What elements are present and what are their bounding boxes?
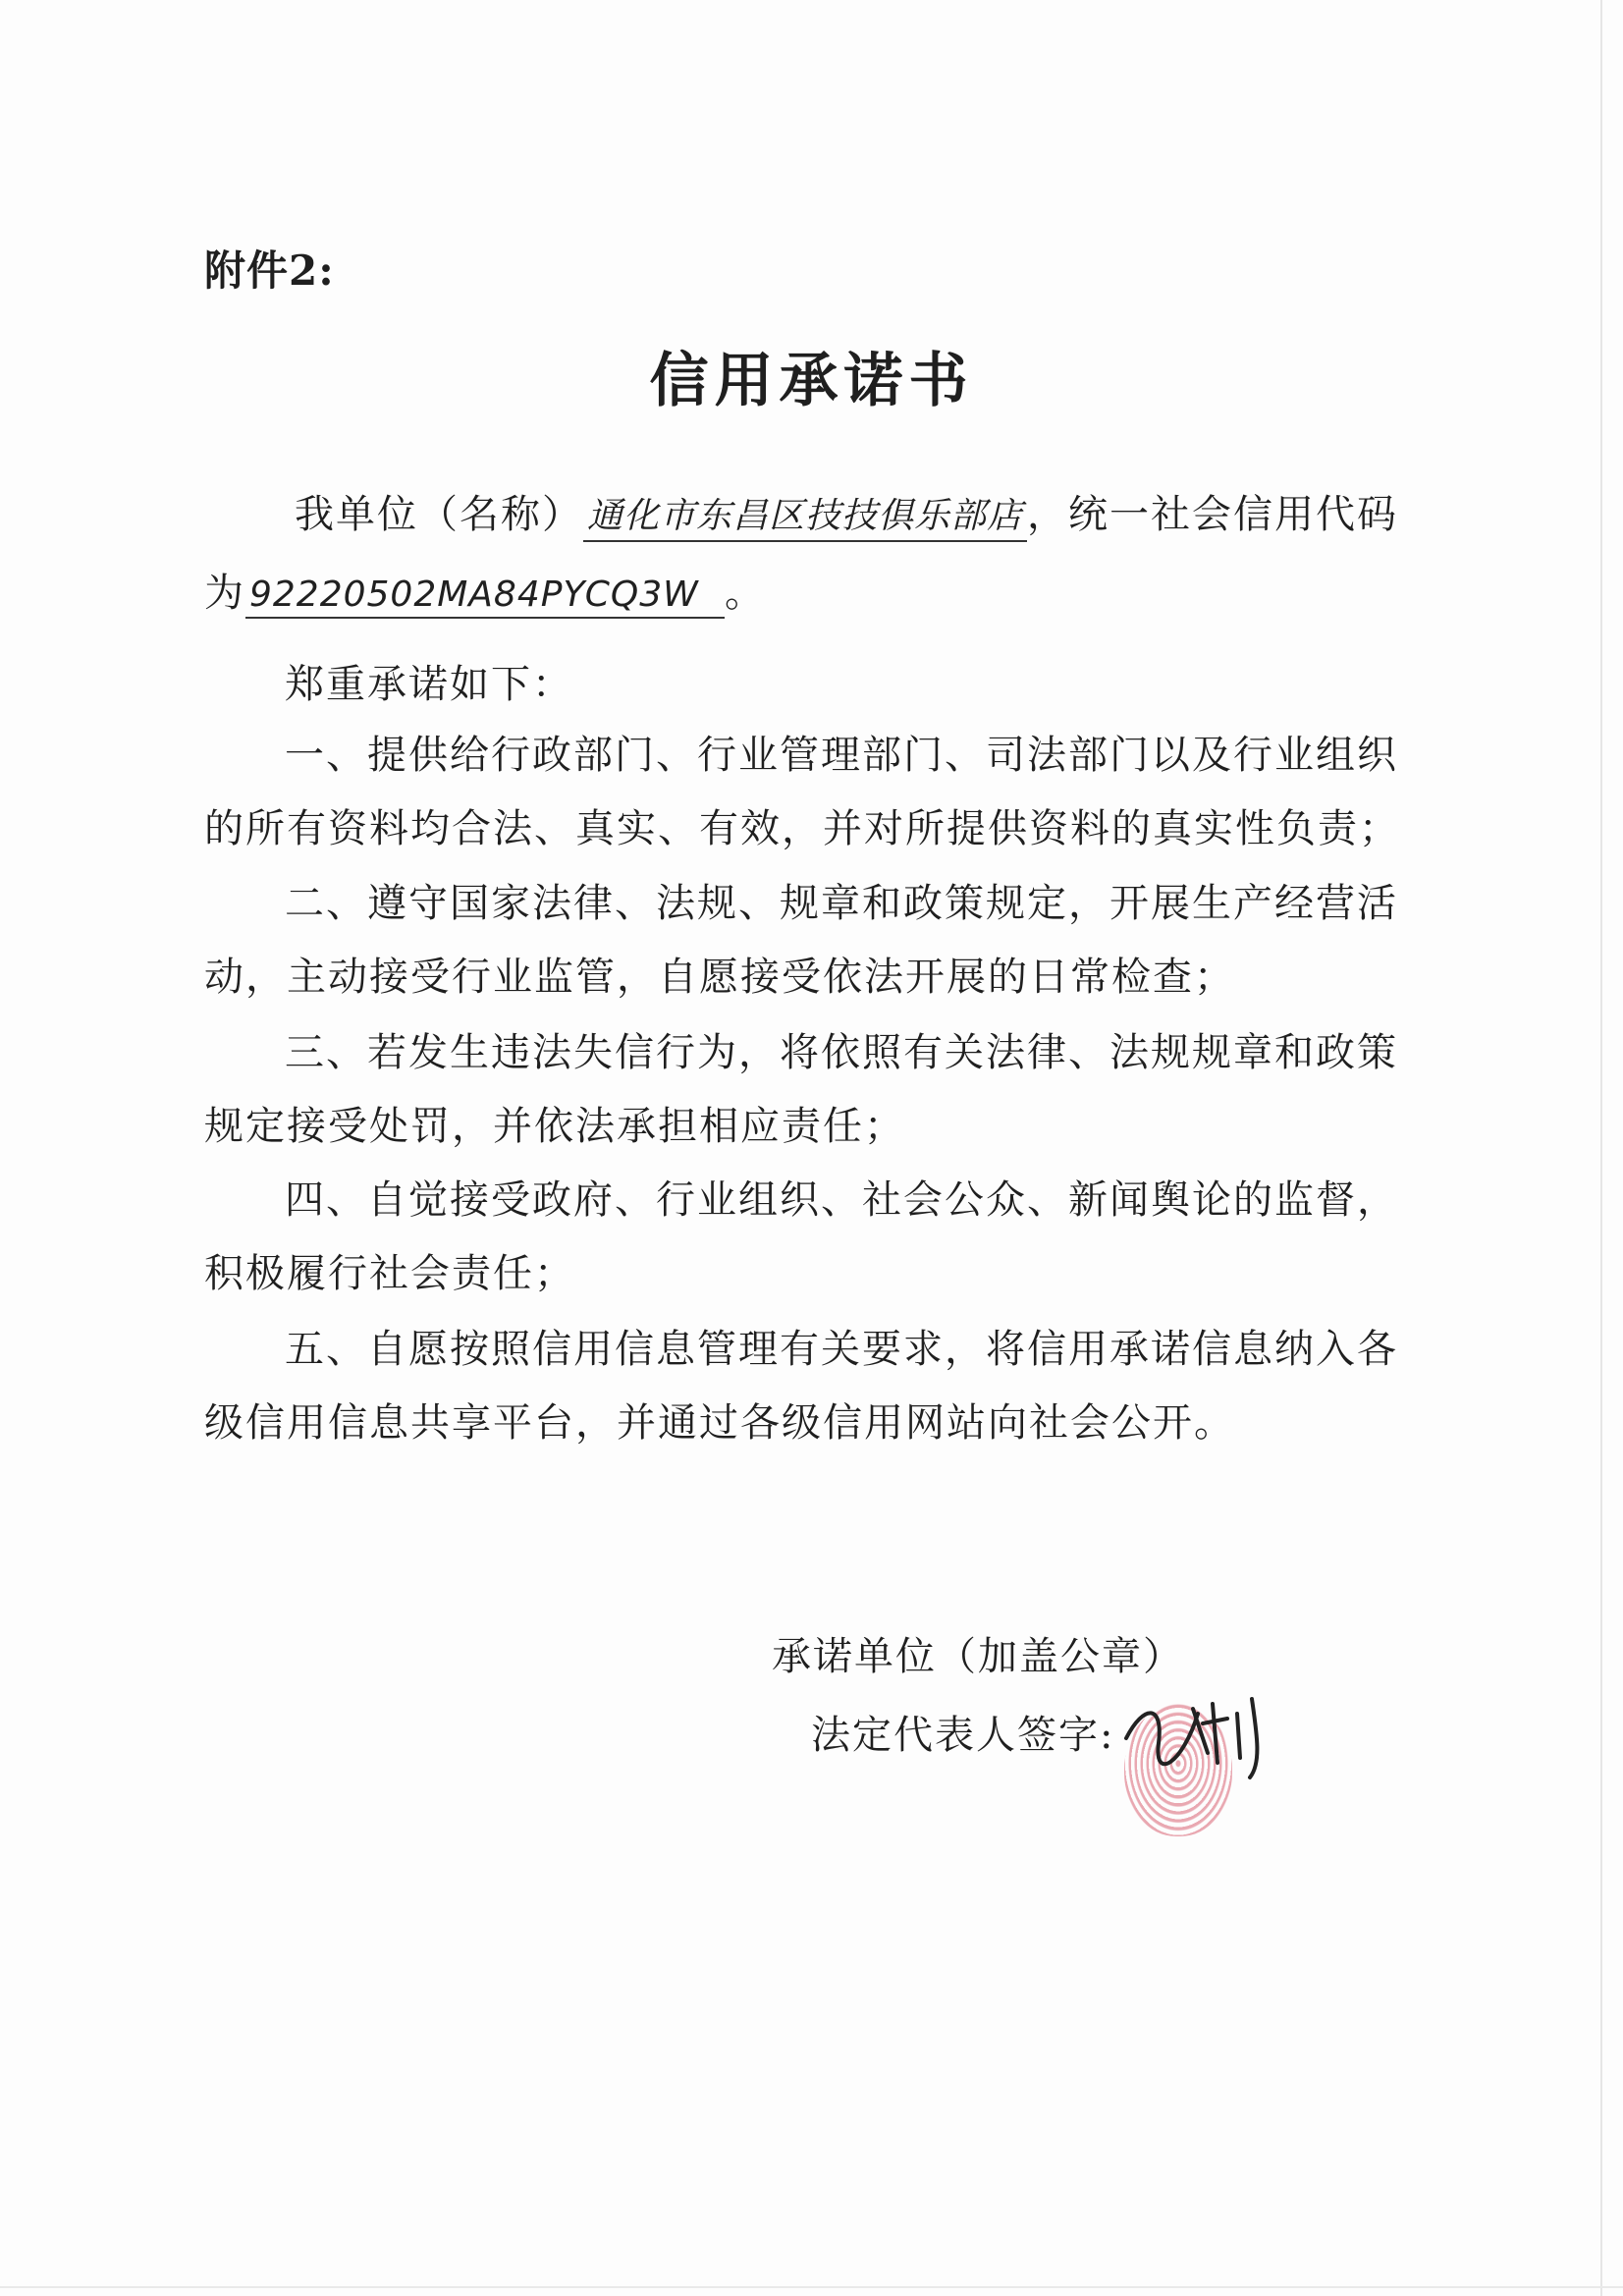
paragraph-2-line-2: 动，主动接受行业监管，自愿接受依法开展的日常检查； — [204, 955, 1235, 1000]
paragraph-1-line-1: 一、提供给行政部门、行业管理部门、司法部门以及行业组织 — [285, 733, 1398, 778]
paragraph-5-line-1: 五、自愿按照信用信息管理有关要求，将信用承诺信息纳入各 — [285, 1327, 1398, 1372]
paragraph-3-line-2: 规定接受处罚，并依法承担相应责任； — [204, 1104, 905, 1149]
promise-intro: 郑重承诺如下： — [285, 662, 573, 707]
unit-name-handwritten: 通化市东昌区技技俱乐部店 — [583, 488, 1027, 542]
signature-area — [1114, 1684, 1291, 1841]
paragraph-5-line-2: 级信用信息共享平台，并通过各级信用网站向社会公开。 — [204, 1400, 1235, 1446]
code-prefix: 为 — [204, 571, 245, 616]
representative-signature-label: 法定代表人签字: — [811, 1713, 1115, 1758]
paragraph-4-line-2: 积极履行社会责任； — [204, 1251, 575, 1296]
attachment-label: 附件2: — [204, 246, 335, 295]
paragraph-4-line-1: 四、自觉接受政府、行业组织、社会公众、新闻舆论的监督， — [285, 1177, 1398, 1223]
paragraph-3-line-1: 三、若发生违法失信行为，将依照有关法律、法规规章和政策 — [285, 1030, 1398, 1075]
paragraph-2-line-1: 二、遵守国家法律、法规、规章和政策规定，开展生产经营活 — [285, 881, 1398, 926]
intro-mid: ，统一社会信用代码 — [1027, 492, 1399, 537]
scan-bottom-line — [0, 2286, 1623, 2288]
intro-prefix: 我单位（名称） — [295, 492, 583, 537]
handwritten-signature — [1114, 1684, 1291, 1792]
intro-line-2 — [204, 562, 766, 619]
credit-code-handwritten: 92220502MA84PYCQ3W — [245, 574, 725, 619]
intro-end: 。 — [725, 571, 766, 616]
unit-seal-label: 承诺单位（加盖公章） — [772, 1634, 1184, 1679]
paragraph-1-line-2: 的所有资料均合法、真实、有效，并对所提供资料的真实性负责； — [204, 806, 1400, 851]
intro-line-1 — [295, 483, 1398, 542]
document-title: 信用承诺书 — [649, 347, 974, 415]
